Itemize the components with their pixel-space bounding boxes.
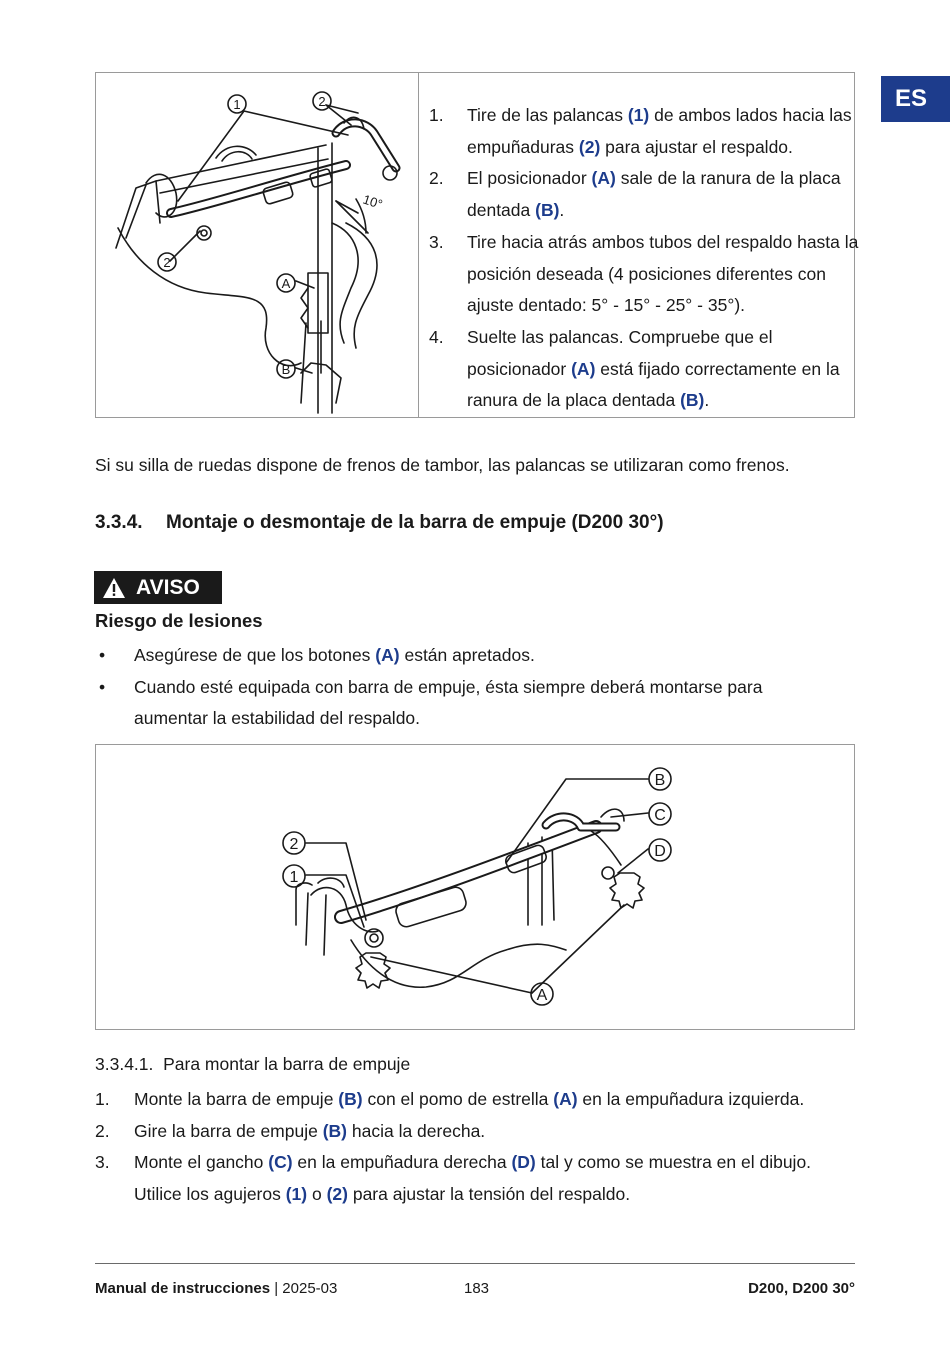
step-item (95, 1084, 855, 1116)
figure2-callout-d: D (654, 843, 666, 860)
figure1-callout-1: 1 (233, 97, 241, 112)
figure2-callout-1: 1 (289, 869, 299, 886)
reference-label: (A) (591, 168, 616, 189)
step-number: 1. (95, 1089, 110, 1109)
step-item (95, 1147, 855, 1210)
reference-label: (B) (535, 200, 560, 221)
risk-title: Riesgo de lesiones (95, 610, 263, 631)
backrest-figure-cell (96, 73, 419, 417)
reference-label: (B) (338, 1089, 363, 1109)
step-number: 4. (429, 326, 444, 347)
step-number: 1. (429, 105, 444, 125)
step-text: o (307, 1184, 327, 1205)
footer-separator: | (274, 1280, 279, 1297)
figure1-callout-b: B (281, 362, 291, 377)
figure1-callout-a: A (281, 276, 291, 291)
reference-label: (B) (680, 390, 705, 411)
footer-page-number: 183 (464, 1280, 490, 1297)
step-text: para ajustar el respaldo. (600, 136, 793, 157)
push-bar-figure (95, 744, 855, 1030)
step-text: . (559, 200, 565, 221)
footer-model: D200, D200 30° (748, 1280, 855, 1297)
step-text: hacia la derecha. (347, 1120, 486, 1141)
footer-left (95, 1280, 337, 1297)
reference-label: (A) (571, 358, 596, 379)
section-number: 3.3.4. (95, 512, 143, 533)
reference-label: (D) (511, 1152, 536, 1173)
figure2-callout-a: A (536, 987, 548, 1004)
section-title: Montaje o desmontaje de la barra de empuje (D200 30°) (166, 512, 664, 533)
step-text: están apretados. (399, 645, 535, 665)
step-text: Tire hacia atrás ambos tubos del respaldo hasta la posición deseada (4 posiciones diferentes con ajuste dentado: 5° - 15° - 25° - 35°). (467, 231, 859, 316)
push-bar-steps-list (95, 1084, 855, 1211)
step-number: 3. (95, 1152, 110, 1173)
reference-label: (1) (627, 105, 650, 125)
footer-manual: Manual de instrucciones (95, 1280, 271, 1297)
figure1-angle-label: 10° (361, 191, 385, 212)
figure2-callout-b: B (654, 772, 666, 789)
step-text: para ajustar la tensión del respaldo. (347, 1184, 631, 1205)
language-tab (881, 76, 950, 122)
bullet-marker: • (99, 645, 106, 665)
step-item (95, 1116, 855, 1148)
step-text: en la empuñadura derecha (292, 1152, 512, 1173)
step-text: El posicionador (467, 168, 592, 189)
figure1-callout-2-left: 2 (163, 255, 171, 270)
figure2-callout-2: 2 (289, 836, 299, 853)
step-text: con el pomo de estrella (362, 1089, 554, 1109)
warning-triangle-icon (102, 577, 126, 599)
reference-label: (A) (553, 1089, 578, 1109)
subsection-heading: 3.3.4.1. Para montar la barra de empuje (95, 1054, 411, 1074)
reference-label: (2) (578, 136, 601, 157)
step-number: 2. (95, 1120, 110, 1141)
step-text: de ambos lados hacia las empuñaduras (467, 105, 852, 157)
reference-label: (B) (322, 1120, 348, 1141)
bullet-marker: • (99, 676, 106, 697)
step-item (429, 100, 859, 163)
section-heading (95, 512, 664, 534)
reference-label: (A) (375, 645, 400, 665)
reference-label: (2) (326, 1184, 348, 1205)
step-text: Cuando esté equipada con barra de empuje, ésta siempre deberá montarse para aumentar la estabilidad del respaldo. (134, 676, 763, 729)
step-number: 2. (429, 168, 444, 189)
step-text: Monte la barra de empuje (134, 1089, 339, 1109)
backrest-steps-cell (419, 73, 859, 417)
backrest-steps-list (429, 100, 859, 417)
notice-label: AVISO (136, 575, 200, 599)
step-text: está fijado correctamente en la ranura de la placa dentada (467, 358, 840, 411)
step-text: Monte el gancho (134, 1152, 269, 1173)
notice-banner (94, 571, 222, 604)
step-item (429, 163, 859, 226)
bullet-item (95, 672, 815, 735)
backrest-adjustment-table (95, 72, 859, 418)
notice-bullet-list (95, 640, 815, 735)
reference-label: (C) (268, 1152, 293, 1173)
step-text: tal y como se muestra en el dibujo. Utilice los agujeros (134, 1152, 812, 1205)
figure1-callout-2-top: 2 (318, 94, 326, 109)
footer-date: 2025-03 (282, 1280, 338, 1297)
step-text: Tire de las palancas (467, 105, 628, 125)
bullet-item (95, 640, 815, 672)
backrest-illustration (96, 73, 416, 417)
step-item (429, 227, 859, 322)
step-text: en la empuñadura izquierda. (577, 1089, 805, 1109)
step-text: Asegúrese de que los botones (134, 645, 376, 665)
step-text: Gire la barra de empuje (134, 1120, 323, 1141)
drum-brake-note: Si su silla de ruedas dispone de frenos de tambor, las palancas se utilizaran como frenos. (95, 455, 790, 475)
step-number: 3. (429, 231, 444, 252)
step-text: sale de la ranura de la placa dentada (467, 168, 841, 221)
push-bar-illustration (96, 745, 854, 1029)
step-text: Suelte las palancas. Compruebe que el posicionador (467, 326, 773, 379)
footer-divider (95, 1263, 855, 1264)
reference-label: (1) (285, 1184, 308, 1205)
step-text: . (704, 390, 710, 411)
language-tab-label: ES (895, 85, 928, 112)
figure2-callout-c: C (654, 807, 666, 824)
step-item (429, 322, 859, 417)
